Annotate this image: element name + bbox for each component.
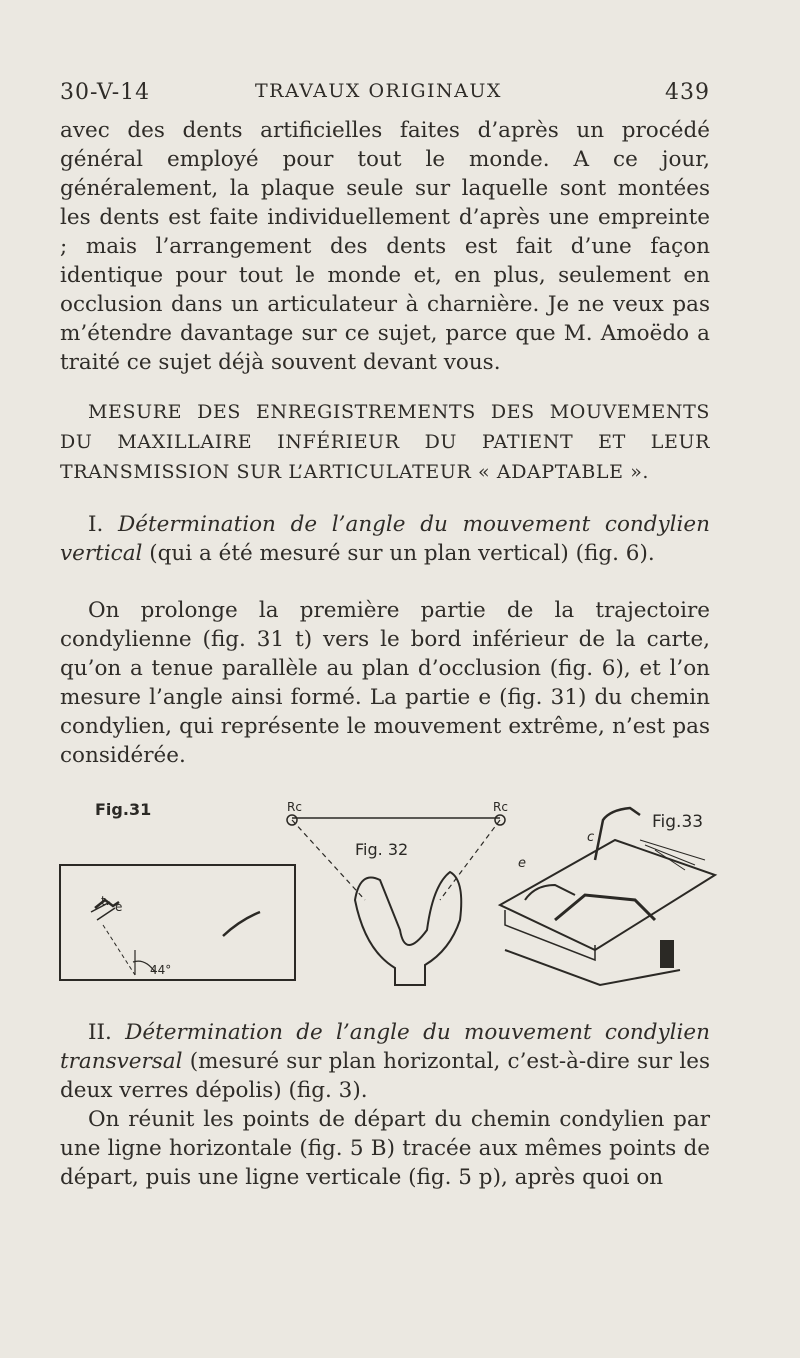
fig32-rc-right-label: Rc	[493, 800, 508, 814]
running-header	[60, 80, 710, 110]
item-2	[60, 1018, 710, 1105]
fig31-label: Fig.31	[95, 800, 152, 819]
fig32-mandible	[355, 872, 461, 985]
header-date: 30-V-14	[60, 80, 151, 105]
fig31-card	[60, 865, 295, 980]
paragraph-vertical-method: On prolonge la première partie de la trajectoire condylienne (fig. 31 t) vers le bord inférieur de la carte, qu’on a tenue parallèle au plan d’occlusion (fig. 6), et l’on mesure l’angle ainsi formé. La partie e (fig. 31) du chemin condylien, qui représente le mouvement extrême, n’est pas considérée.	[60, 598, 710, 768]
paragraph-transversal-method: On réunit les points de départ du chemin condylien par une ligne horizontale (fig. 5 B) tracée aux mêmes points de départ, puis une ligne verticale (fig. 5 p), après quoi on	[60, 1107, 710, 1190]
fig31-angle-label: 44°	[150, 963, 172, 977]
fig31-extension-line	[103, 925, 135, 975]
item-2-number: II.	[88, 1020, 112, 1045]
page-number: 439	[665, 80, 710, 105]
item-1-number: I.	[88, 512, 104, 537]
header-journal-section: TRAVAUX ORIGINAUX	[255, 80, 502, 102]
fig32-label: Fig. 32	[355, 840, 409, 859]
fig33-arm	[595, 808, 640, 860]
item-1-rest: (qui a été mesuré sur un plan vertical) (fig. 6).	[149, 541, 655, 566]
fig33-label: Fig.33	[652, 812, 704, 832]
item-1-title: Détermination de l’angle du mouvement condylien vertical	[60, 512, 710, 566]
fig33-upper-plate	[500, 840, 715, 950]
fig33-screw	[660, 940, 674, 968]
item-2-rest: (mesuré sur plan horizontal, c’est-à-dire sur les deux verres dépolis) (fig. 3).	[60, 1049, 710, 1103]
item-1	[60, 510, 710, 568]
figures-illustration	[55, 790, 725, 1010]
fig31-t-label: t.	[101, 894, 110, 908]
section-heading: MESURE DES ENREGISTREMENTS DES MOUVEMENTS DU MAXILLAIRE INFÉRIEUR DU PATIENT ET LEUR TRANSMISSION SUR L’ARTICULATEUR « ADAPTABLE ».	[60, 401, 710, 483]
fig32-rc-left-label: Rc	[287, 800, 302, 814]
fig33-e-label: e	[518, 856, 526, 871]
fig33-c-label: c	[587, 830, 595, 845]
figures-block	[55, 790, 725, 1010]
fig31-second-trace	[223, 912, 260, 936]
item-2-title: Détermination de l’angle du mouvement condylien transversal	[60, 1020, 710, 1074]
paragraph-intro: avec des dents artificielles faites d’après un procédé général employé pour tout le monde. A ce jour, généralement, la plaque seule sur laquelle sont montées les dents est faite individuellement d’après une empreinte ; mais l’arrangement des dents est fait d’une façon identique pour tout le monde et, en plus, seulement en occlusion dans un articulateur à charnière. Je ne veux pas m’étendre davantage sur ce sujet, parce que M. Amoëdo a traité ce sujet déjà souvent devant vous.	[60, 118, 710, 375]
fig33-base	[505, 950, 680, 985]
fig31-e-label: e	[115, 900, 123, 914]
